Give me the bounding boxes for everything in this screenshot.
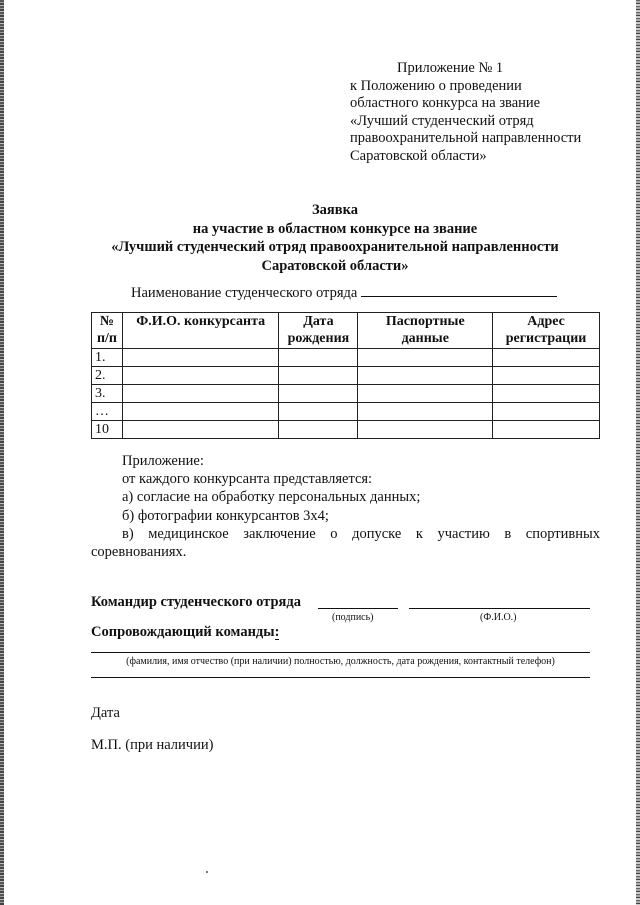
escort-label-row xyxy=(91,624,279,641)
document-title xyxy=(90,201,580,275)
notes-heading: Приложение: xyxy=(122,453,204,469)
title-line: на участие в областном конкурсе на звание xyxy=(192,220,478,237)
table-row xyxy=(92,421,600,439)
cell-passport[interactable] xyxy=(358,385,493,403)
title-line: Саратовской области» xyxy=(261,257,409,274)
appendix-line: к Положению о проведении xyxy=(350,77,522,94)
title-line: «Лучший студенческий отряд правоохранительной направленности xyxy=(111,239,559,255)
row-number: … xyxy=(92,403,123,421)
appendix-line: Приложение № 1 xyxy=(397,60,504,76)
table-row xyxy=(92,403,600,421)
cell-address[interactable] xyxy=(493,385,600,403)
row-number: 2. xyxy=(92,367,123,385)
cell-passport[interactable] xyxy=(358,367,493,385)
cell-address[interactable] xyxy=(493,421,600,439)
cell-passport[interactable] xyxy=(358,349,493,367)
cell-birth-date[interactable] xyxy=(279,367,358,385)
scan-speck xyxy=(206,871,208,873)
notes-item-medical: в) медицинское заключение о допуске к участию в спортивных xyxy=(122,525,600,542)
commander-label: Командир студенческого отряда xyxy=(91,594,301,610)
participants-table xyxy=(91,312,600,439)
table-header-row xyxy=(92,313,600,349)
appendix-line: правоохранительной направленности xyxy=(350,130,582,147)
cell-full-name[interactable] xyxy=(122,349,279,367)
appendix-block xyxy=(350,60,581,166)
cell-address[interactable] xyxy=(493,367,600,385)
header-address: Адрес регистрации xyxy=(493,313,600,349)
name-caption: (Ф.И.О.) xyxy=(480,612,517,623)
cell-birth-date[interactable] xyxy=(279,349,358,367)
cell-passport[interactable] xyxy=(358,403,493,421)
appendix-line: областного конкурса на звание xyxy=(350,95,541,112)
table-row xyxy=(92,367,600,385)
cell-address[interactable] xyxy=(493,403,600,421)
row-number: 1. xyxy=(92,349,123,367)
signature-caption: (подпись) xyxy=(332,612,374,623)
title-line: Заявка xyxy=(312,202,358,218)
notes-intro: от каждого конкурсанта представляется: xyxy=(122,471,373,488)
unit-name-row xyxy=(131,284,557,302)
commander-name-field[interactable] xyxy=(409,596,590,609)
header-number: № п/п xyxy=(92,313,123,349)
cell-birth-date[interactable] xyxy=(279,421,358,439)
escort-label: Сопровождающий команды xyxy=(91,624,275,640)
unit-name-label: Наименование студенческого отряда xyxy=(131,285,358,301)
escort-field-2[interactable] xyxy=(91,665,590,678)
cell-full-name[interactable] xyxy=(122,403,279,421)
header-full-name: Ф.И.О. конкурсанта xyxy=(122,313,279,349)
table-row xyxy=(92,349,600,367)
scan-edge-right xyxy=(636,0,640,905)
row-number: 10 xyxy=(92,421,123,439)
escort-field[interactable] xyxy=(91,640,590,653)
cell-birth-date[interactable] xyxy=(279,403,358,421)
notes-item: а) согласие на обработку персональных данных; xyxy=(122,489,421,506)
stamp-label: М.П. (при наличии) xyxy=(91,737,214,753)
row-number: 3. xyxy=(92,385,123,403)
appendix-line: «Лучший студенческий отряд xyxy=(350,112,534,129)
cell-full-name[interactable] xyxy=(122,367,279,385)
header-passport: Паспортные данные xyxy=(358,313,493,349)
header-birth-date: Дата рождения xyxy=(279,313,358,349)
notes-item-medical-cont: соревнованиях. xyxy=(91,544,187,561)
notes-item: б) фотографии конкурсантов 3х4; xyxy=(122,507,329,524)
unit-name-field[interactable] xyxy=(361,284,557,297)
appendix-line: Саратовской области» xyxy=(350,147,487,164)
table-row xyxy=(92,385,600,403)
escort-colon: : xyxy=(274,624,280,640)
scan-edge-left xyxy=(0,0,4,905)
cell-passport[interactable] xyxy=(358,421,493,439)
cell-address[interactable] xyxy=(493,349,600,367)
cell-full-name[interactable] xyxy=(122,421,279,439)
cell-birth-date[interactable] xyxy=(279,385,358,403)
date-label: Дата xyxy=(91,705,120,721)
escort-caption: (фамилия, имя отчество (при наличии) полностью, должность, дата рождения, контактный телефон) xyxy=(126,656,555,667)
cell-full-name[interactable] xyxy=(122,385,279,403)
attachments-notes xyxy=(91,452,600,561)
signature-field[interactable] xyxy=(318,596,398,609)
